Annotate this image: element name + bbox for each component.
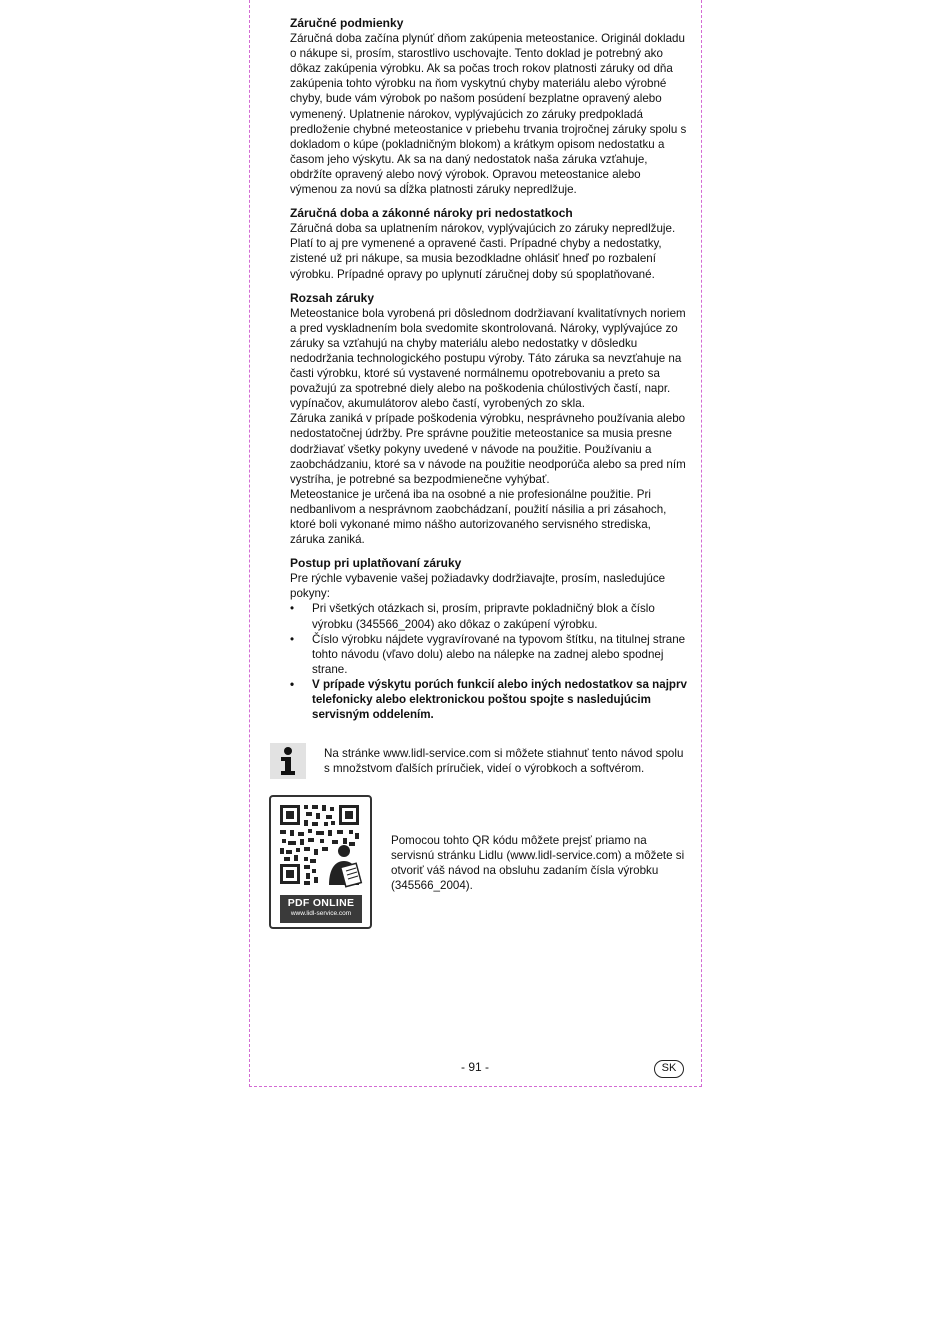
info-text: Na stránke www.lidl-service.com si môžete stiahnuť tento návod spolu s množstvom ďalších príručiek, videí o výrobkoch a softvérom. <box>324 747 684 776</box>
section-text: Záručná doba sa uplatnením nárokov, vyplývajúcich zo záruky nepredlžuje. Platí to aj pre vymenené a opravené časti. Prípadné chyby a nedostatky, zistené už pri nákupe, sa musia bezodkladne ohlásiť hneď po rozbalení výrobku. Prípadné opravy po uplynutí záručnej doby sú spoplatňované. <box>290 222 676 281</box>
list-item: • V prípade výskytu porúch funkcií alebo iných nedostatkov sa najprv telefonicky alebo elektronickou poštou spojte s nasledujúcim servisným oddelením. <box>290 677 688 722</box>
page-number: - 91 - <box>460 1060 489 1074</box>
qr-label-title: PDF ONLINE <box>287 897 355 909</box>
scope-paragraph-3: Meteostanice je určená iba na osobné a nie profesionálne použitie. Pri nedbanlivom a nesprávnom zaobchádzaní, použití násilia a pri zásahoch, ktoré boli vykonané mimo nášho autorizovaného servisného strediska, záruka zaniká. <box>290 487 667 547</box>
qr-label-url: www.lidl-service.com <box>290 910 352 917</box>
section-claim-procedure <box>290 556 688 722</box>
section-heading: Záručné podmienky <box>290 16 404 30</box>
info-note <box>270 743 690 783</box>
document-body <box>290 16 688 731</box>
scope-paragraph-1: Meteostanice bola vyrobená pri dôslednom dodržiavaní kvalitatívnych noriem a pred vyskladnením bola svedomite skontrolovaná. Nároky, vyplývajúce zo záruky sa vzťahujú na chyby materiálu alebo nedostatky v dôsledku nedodržania technologického postupu výroby. Táto záruka sa nevzťahuje na časti výrobku, ktoré sú vystavené normálnemu opotrebovaniu a preto sa považujú za spotrebné diely alebo na poškodenia chúlostivých častí, napr. vypínačov, akumulátorov alebo častí, vyrobených zo skla. <box>290 306 686 411</box>
procedure-list <box>290 601 688 722</box>
section-heading: Záručná doba a zákonné nároky pri nedostatkoch <box>290 206 573 221</box>
section-heading: Rozsah záruky <box>290 290 375 305</box>
info-icon <box>270 743 306 779</box>
qr-label <box>280 895 362 923</box>
qr-description: Pomocou tohto QR kódu môžete prejsť priamo na servisnú stránku Lidlu (www.lidl-service.com) a môžete si otvoriť váš návod na obsluhu zadaním čísla výrobku (345566_2004). <box>391 834 685 893</box>
section-warranty-period <box>290 206 688 281</box>
list-item: • Číslo výrobku nájdete vygravírované na typovom štítku, na titulnej strane tohto návodu (vľavo dolu) alebo na nálepke na zadnej alebo spodnej strane. <box>290 632 688 677</box>
list-item: • Pri všetkých otázkach si, prosím, pripravte pokladničný blok a číslo výrobku (345566_2004) ako dôkaz o zakúpení výrobku. <box>290 601 688 631</box>
section-warranty-conditions <box>290 16 688 197</box>
language-badge: SK <box>654 1060 684 1078</box>
qr-code <box>271 797 370 893</box>
section-heading: Postup pri uplatňovaní záruky <box>290 556 462 571</box>
section-warranty-scope <box>290 291 688 548</box>
qr-code-box[interactable] <box>269 795 372 929</box>
section-text: Záručná doba začína plynúť dňom zakúpenia meteostanice. Originál dokladu o nákupe si, prosím, starostlivo uschovajte. Tento doklad je potrebný ako dôkaz zakúpenia výrobku. Ak sa počas troch rokov platnosti záruky od dňa zakúpenia tohto výrobku na ňom vyskytnú chyby materiálu alebo výrobné chyby, bude vám výrobok po našom posúdení bezplatne opravený alebo vymenený. Uplatnenie nárokov, vyplývajúcich zo záruky predpokladá predloženie chybné meteostanice v priebehu trvania trojročnej záruky spolu s dokladom o kúpe (pokladničným blokom) a krátkym opisom nedostatku a časom jeho výskytu. Ak sa na daný nedostatok naša záruka vzťahuje, obdržíte opravený alebo nový výrobok. Opravou meteostanice alebo výmenou za novú sa dĺžka platnosti záruky nepredlžuje. <box>290 32 687 197</box>
procedure-intro: Pre rýchle vybavenie vašej požiadavky dodržiavajte, prosím, nasledujúce pokyny: <box>290 572 666 601</box>
scope-paragraph-2: Záruka zaniká v prípade poškodenia výrobku, nesprávneho používania alebo nedostatočnej údržby. Pre správne použitie meteostanice sa musia presne dodržiavať všetky pokyny uvedené v návode na použitie. Používaniu a zaobchádzaniu, ktoré sa v návode na použitie neodporúča alebo sa pred ním vystríha, je potrebné sa bezpodmienečne vyhýbať. <box>290 412 686 486</box>
